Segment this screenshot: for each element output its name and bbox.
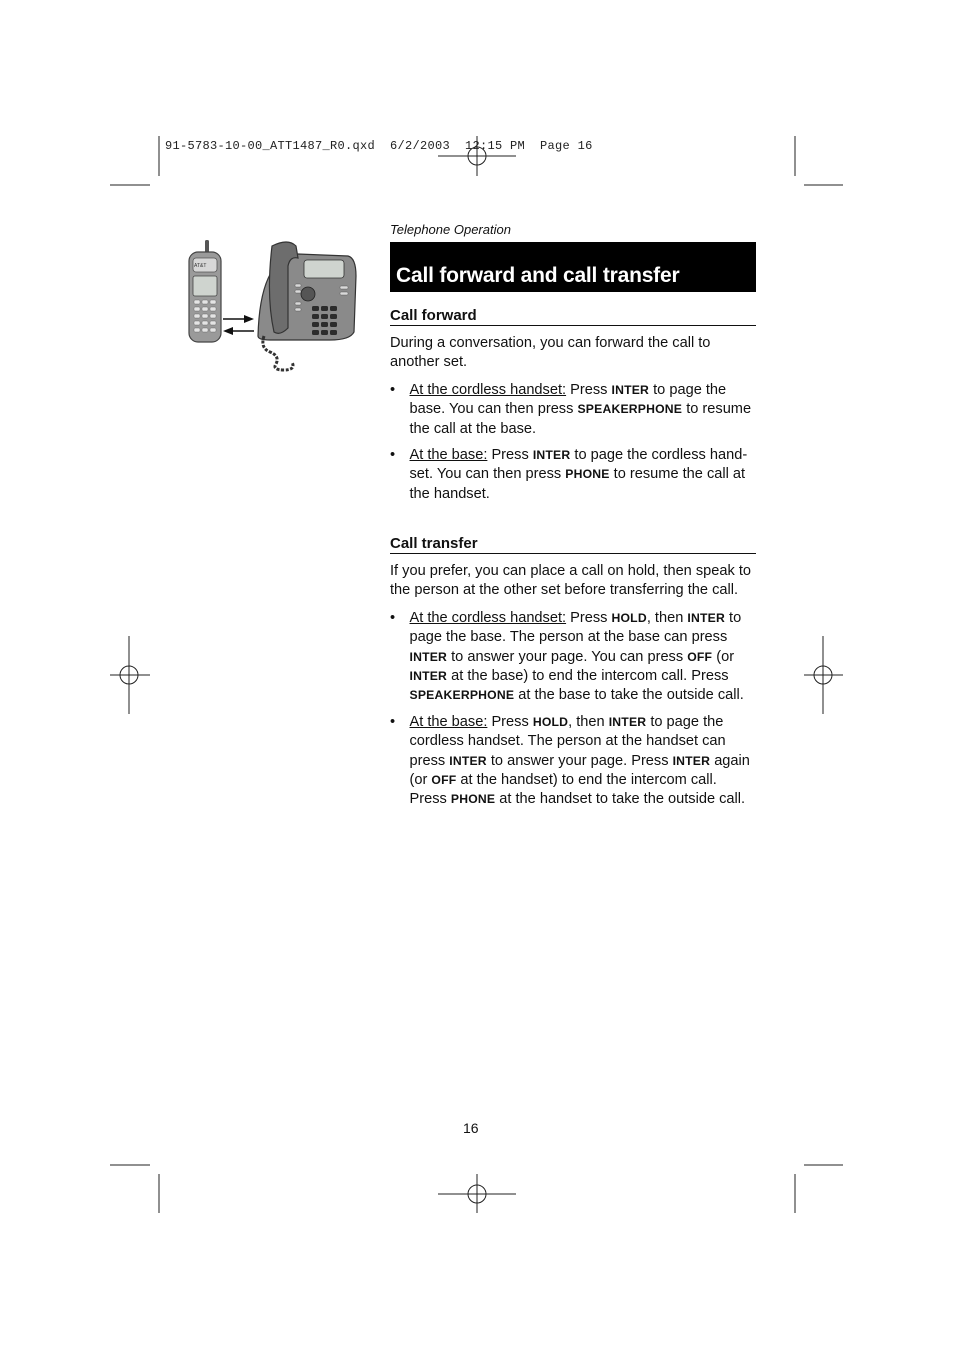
base-station-phone-icon (258, 242, 356, 370)
arrow-left-icon (223, 327, 254, 335)
registration-mark-top-icon (438, 136, 516, 176)
registration-mark-bottom-icon (438, 1174, 516, 1213)
call-forward-heading: Call forward (390, 307, 756, 326)
title-bar (390, 242, 756, 292)
registration-mark-right-icon (804, 636, 843, 714)
call-transfer-intro: If you prefer, you can place a call on hold, then speak to the person at the other set before transferring the call. (390, 563, 752, 599)
registration-mark-left-icon (110, 636, 150, 714)
call-forward-intro: During a conversation, you can forward the call to another set. (390, 335, 711, 371)
page-title: Call forward and call transfer (396, 264, 680, 287)
call-transfer-heading: Call transfer (390, 535, 756, 554)
call-transfer-bullet-base (390, 713, 758, 809)
bullet-text: At the cordless handset: Press HOLD, then INTER to page the base. The person at the base can press INTER to answer your page. You can press OFF (or INTER at the base) to end the intercom call. Press SPEAKERPHONE at the base to take the outside call. (409, 610, 744, 704)
arrow-right-icon (223, 315, 254, 323)
section-label: Telephone Operation (390, 222, 511, 237)
print-slug: 91-5783-10-00_ATT1487_R0.qxd 6/2/2003 12:15 PM Page 16 (165, 139, 593, 153)
call-forward-bullet-base (390, 446, 758, 504)
bullet-symbol: • (390, 382, 396, 398)
bullet-symbol: • (390, 714, 396, 730)
call-transfer-bullet-handset (390, 609, 758, 705)
svg-text:AT&T: AT&T (194, 263, 207, 269)
page-number: 16 (463, 1120, 479, 1136)
bullet-text: At the base: Press INTER to page the cordless hand-set. You can then press PHONE to resume the call at the handset. (409, 447, 748, 502)
bullet-text: At the cordless handset: Press INTER to page the base. You can then press SPEAKERPHONE to resume the call at the base. (409, 382, 752, 437)
cordless-handset-icon (189, 240, 221, 342)
bullet-text: At the base: Press HOLD, then INTER to page the cordless handset. The person at the handset can press INTER to answer your page. Press INTER again (or OFF at the handset) to end the intercom call. Press PHONE at the handset to take the outside call. (409, 714, 750, 808)
bullet-symbol: • (390, 610, 396, 626)
phone-illustration (180, 236, 360, 376)
bullet-symbol: • (390, 447, 396, 463)
call-forward-bullet-handset (390, 381, 758, 439)
